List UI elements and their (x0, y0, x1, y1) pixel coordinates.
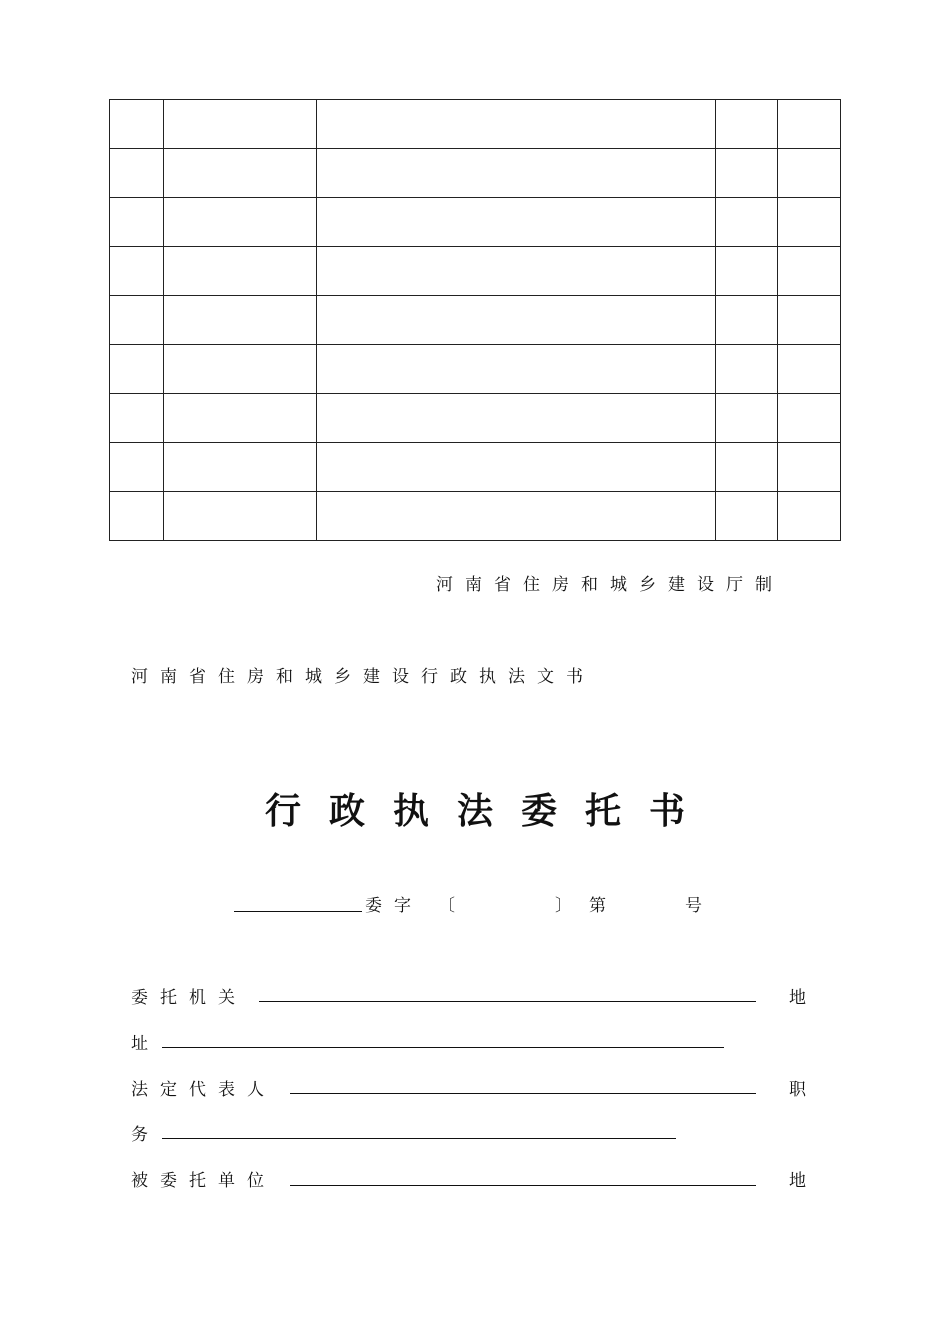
table-cell[interactable] (716, 345, 777, 394)
doc-number-prefix: 委字 (365, 896, 423, 916)
position-label-part2: 务 (131, 1125, 148, 1145)
table-cell[interactable] (164, 492, 317, 541)
table-row (110, 443, 841, 492)
table-cell[interactable] (316, 100, 716, 149)
table-cell[interactable] (777, 247, 840, 296)
table-cell[interactable] (316, 296, 716, 345)
table-cell[interactable] (110, 492, 164, 541)
table-cell[interactable] (777, 149, 840, 198)
table-cell[interactable] (777, 296, 840, 345)
table-cell[interactable] (164, 149, 317, 198)
table-cell[interactable] (777, 492, 840, 541)
table-cell[interactable] (777, 443, 840, 492)
table-cell[interactable] (316, 492, 716, 541)
table-cell[interactable] (716, 296, 777, 345)
table-cell[interactable] (316, 345, 716, 394)
doc-number-agency-blank[interactable] (234, 911, 362, 912)
entrusted-unit-label: 被委托单位 (131, 1171, 276, 1191)
table-cell[interactable] (164, 198, 317, 247)
table-cell[interactable] (716, 394, 777, 443)
legal-representative-label: 法定代表人 (131, 1080, 276, 1100)
table-cell[interactable] (716, 443, 777, 492)
table-cell[interactable] (110, 296, 164, 345)
table-row (110, 100, 841, 149)
doc-number-right-bracket: 〕 (555, 896, 572, 916)
table-cell[interactable] (316, 198, 716, 247)
address-field[interactable] (162, 1047, 724, 1048)
address2-label-part1: 地 (789, 1171, 806, 1191)
table-cell[interactable] (110, 247, 164, 296)
table-row (110, 345, 841, 394)
table-cell[interactable] (716, 149, 777, 198)
table-cell[interactable] (110, 198, 164, 247)
table-cell[interactable] (110, 443, 164, 492)
entrusting-agency-field[interactable] (259, 1001, 756, 1002)
position-field[interactable] (162, 1138, 676, 1139)
table-cell[interactable] (110, 149, 164, 198)
table-cell[interactable] (164, 247, 317, 296)
document-title: 行政执法委托书 (264, 790, 713, 832)
table-cell[interactable] (716, 492, 777, 541)
table-cell[interactable] (316, 394, 716, 443)
table-cell[interactable] (164, 296, 317, 345)
doc-number-di: 第 (589, 896, 606, 916)
table-cell[interactable] (777, 198, 840, 247)
table-cell[interactable] (110, 100, 164, 149)
publisher-footer: 河南省住房和城乡建设厅制 (436, 575, 784, 595)
table-row (110, 296, 841, 345)
table-row (110, 149, 841, 198)
table-cell[interactable] (777, 394, 840, 443)
document-series-header: 河南省住房和城乡建设行政执法文书 (131, 667, 595, 687)
table-cell[interactable] (164, 443, 317, 492)
table-cell[interactable] (716, 100, 777, 149)
table-cell[interactable] (164, 345, 317, 394)
table-cell[interactable] (164, 394, 317, 443)
entrusted-unit-field[interactable] (290, 1185, 756, 1186)
table-cell[interactable] (716, 198, 777, 247)
address-label-part2: 址 (131, 1034, 148, 1054)
table-row (110, 198, 841, 247)
doc-number-left-bracket: 〔 (438, 896, 455, 916)
table-cell[interactable] (110, 345, 164, 394)
table-row (110, 492, 841, 541)
table-cell[interactable] (716, 247, 777, 296)
table-row (110, 394, 841, 443)
address-label-part1: 地 (789, 988, 806, 1008)
table-cell[interactable] (316, 443, 716, 492)
legal-representative-field[interactable] (290, 1093, 756, 1094)
table-cell[interactable] (777, 345, 840, 394)
table-cell[interactable] (164, 100, 317, 149)
table-cell[interactable] (316, 149, 716, 198)
blank-grid-table (109, 99, 841, 541)
table-row (110, 247, 841, 296)
entrusting-agency-label: 委托机关 (131, 988, 247, 1008)
table-cell[interactable] (316, 247, 716, 296)
grid-body (110, 100, 841, 541)
table-cell[interactable] (777, 100, 840, 149)
table-cell[interactable] (110, 394, 164, 443)
doc-number-hao: 号 (685, 896, 702, 916)
position-label-part1: 职 (789, 1080, 806, 1100)
